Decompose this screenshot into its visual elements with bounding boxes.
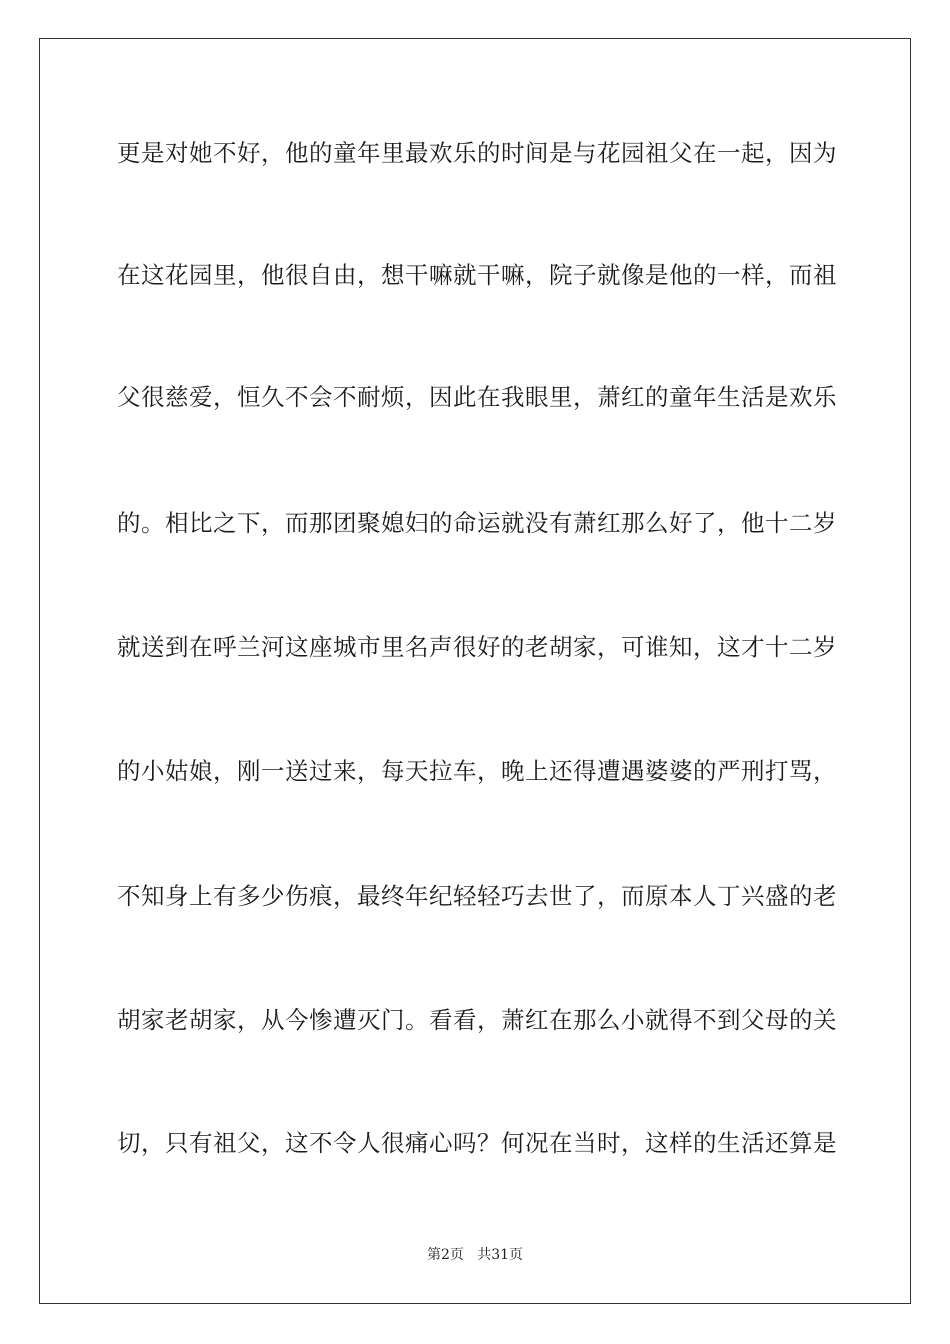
text-line: 切，只有祖父，这不令人很痛心吗？何况在当时，这样的生活还算是 [117,1129,837,1157]
text-line: 胡家老胡家，从今惨遭灭门。看看，萧红在那么小就得不到父母的关 [117,1006,837,1034]
text-line: 不知身上有多少伤痕，最终年纪轻轻巧去世了，而原本人丁兴盛的老 [117,882,837,910]
page-border [39,38,911,1304]
text-line: 在这花园里，他很自由，想干嘛就干嘛，院子就像是他的一样，而祖 [117,261,837,289]
text-line: 更是对她不好，他的童年里最欢乐的时间是与花园祖父在一起，因为 [117,139,837,167]
page-number-footer: 第2页 共31页 [426,1247,524,1263]
text-line: 的。相比之下，而那团聚媳妇的命运就没有萧红那么好了，他十二岁 [117,509,837,537]
text-line: 父很慈爱，恒久不会不耐烦，因此在我眼里，萧红的童年生活是欢乐 [117,383,837,411]
text-line: 就送到在呼兰河这座城市里名声很好的老胡家，可谁知，这才十二岁 [117,633,837,661]
text-line: 的小姑娘，刚一送过来，每天拉车，晚上还得遭遇婆婆的严刑打骂， [117,757,837,785]
